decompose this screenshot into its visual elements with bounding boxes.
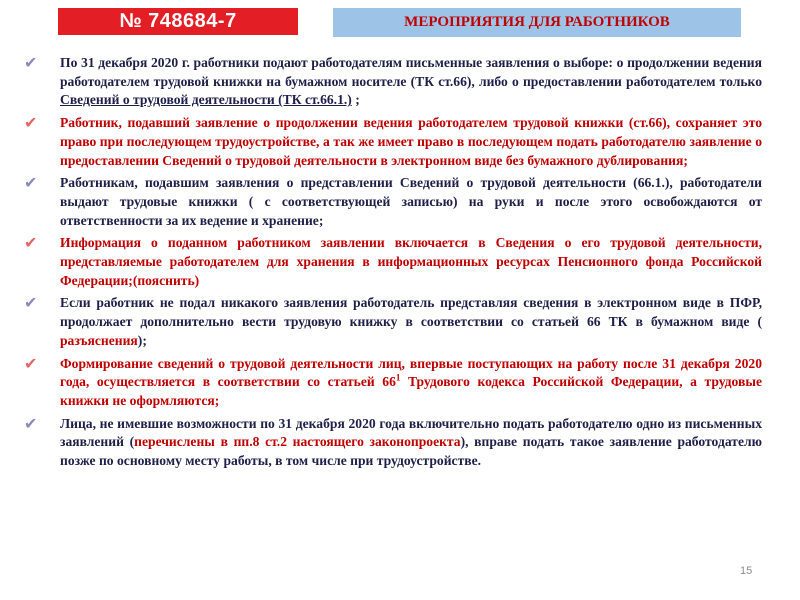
slide-title: МЕРОПРИЯТИЯ ДЛЯ РАБОТНИКОВ (333, 8, 741, 37)
list-item (22, 294, 762, 350)
list-item (22, 415, 762, 471)
item-text: Трудового кодекса Российской Федерации, а трудовые книжки не оформляются; (60, 374, 762, 408)
list-item (22, 114, 762, 170)
check-icon: ✔ (24, 353, 38, 373)
item-text: Если работник не подал никакого заявления работодатель представляя сведения в электронном виде в ПФР, продолжает дополнительно вести трудовую книжку в соответствии со статьей 66 ТК в бумажном виде ( (60, 295, 762, 330)
item-text: Формирование сведений о трудовой деятельности лиц, впервые поступающих на работу после 31 декабря 2020 года, осуществляется в соответствии со статьей 66 (60, 355, 762, 390)
list-item (22, 54, 762, 110)
item-text: ); (137, 332, 147, 348)
check-icon: ✔ (24, 173, 38, 193)
item-text: По 31 декабря 2020 г. работники подают работодателям письменные заявления о выборе: о продолжении ведения работодателем трудовой книжки на бумажном носителе (ТК ст.66), либо о предоставлении работодателем только (60, 55, 762, 89)
check-icon: ✔ (24, 53, 38, 72)
check-icon: ✔ (24, 413, 38, 433)
item-text: ), вправе подать такое заявление работодателю позже по основному месту работы, в том числе при трудоустройстве. (60, 434, 762, 469)
item-text: Информация о поданном работником заявлении включается в Сведения о его трудовой деятельности, представляемые работодателем для хранения в информационных ресурсах Пенсионного фонда Российской Федерации;(пояснить) (60, 235, 762, 288)
check-icon: ✔ (24, 233, 38, 253)
item-text: Лица, не имевшие возможности по 31 декабря 2020 года включительно подать работодателю одно из письменных заявлений ( (60, 415, 762, 450)
check-icon: ✔ (24, 113, 38, 133)
list-item (22, 234, 762, 290)
item-text: Работник, подавший заявление о продолжении ведения работодателем трудовой книжки (ст.66), сохраняет это право при последующем трудоустройстве, а так же имеет право в последующем подать работодателю заявление о предоставлении Сведений о трудовой деятельности в электронном виде без бумажного дублирования; (60, 115, 762, 168)
item-underlined-text: Сведений о трудовой деятельности (ТК ст.66.1.) (60, 92, 352, 108)
page-number: 15 (740, 565, 753, 577)
document-number-badge: № 748684-7 (58, 8, 298, 35)
list-item (22, 355, 762, 411)
check-icon: ✔ (24, 293, 38, 313)
item-text: ; (351, 92, 360, 108)
item-highlight-text: разъяснения (60, 332, 138, 348)
list-item (22, 174, 762, 230)
item-highlight-text: перечислены в пп.8 ст.2 настоящего законопроекта (134, 434, 461, 450)
item-text: Работникам, подавшим заявления о представлении Сведений о трудовой деятельности (66.1.), работодатели выдают трудовые книжки ( с соответствующей записью) на руки и после этого освобождаются от ответственности за их ведение и хранение; (60, 175, 762, 228)
bullet-list (22, 54, 762, 475)
item-superscript: 1 (395, 372, 401, 383)
